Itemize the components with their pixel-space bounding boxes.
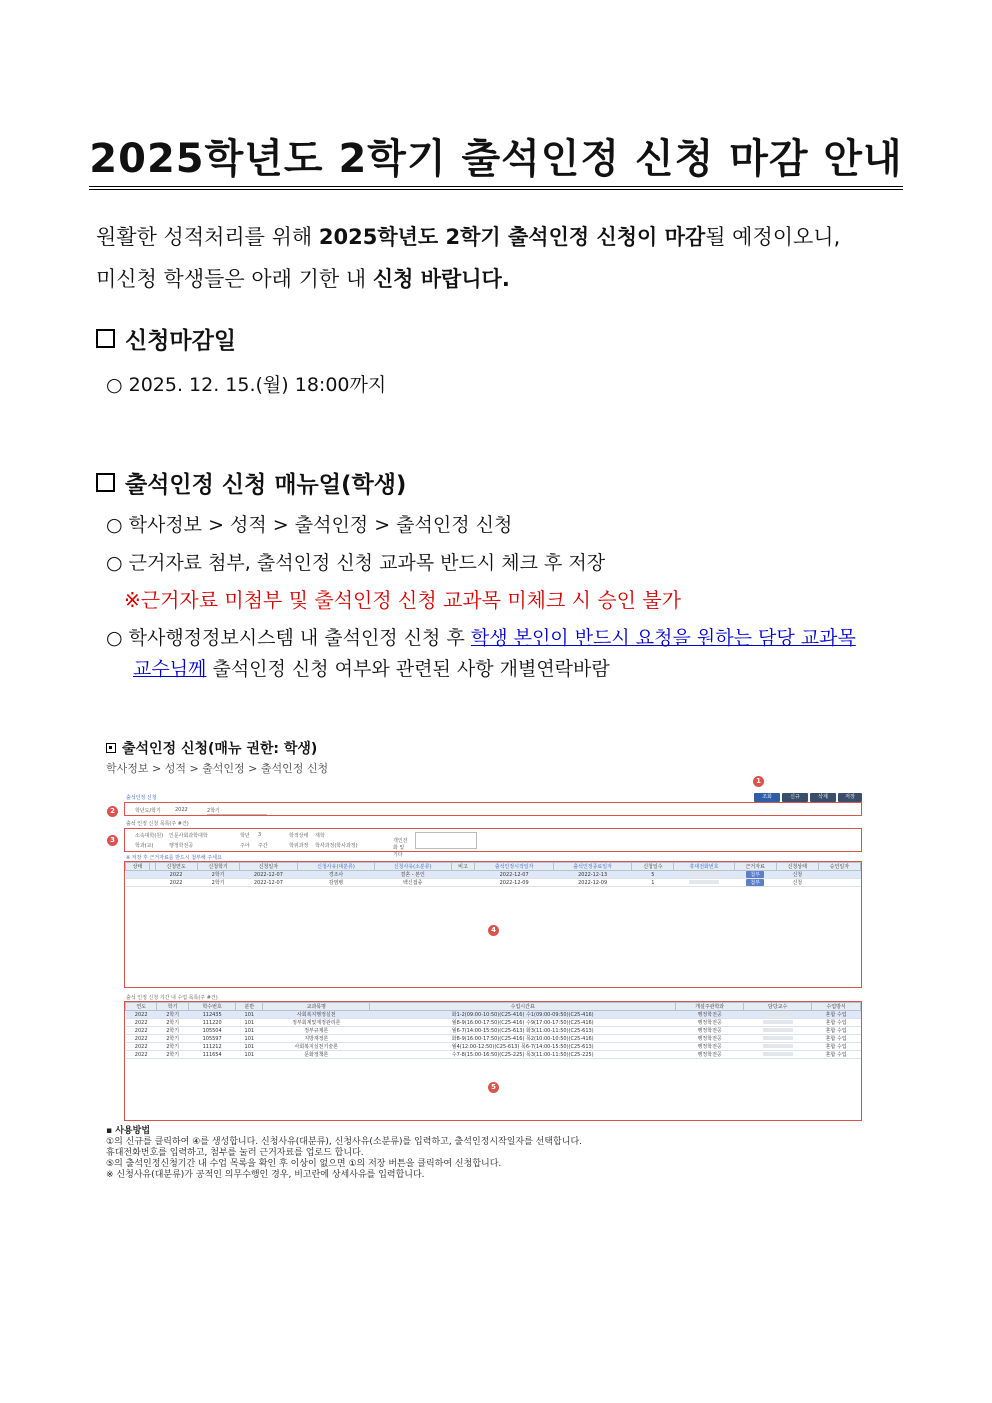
- apply-cell: 신청: [776, 871, 818, 879]
- square-bullet-icon: [106, 743, 116, 753]
- apply-header: 신청일수: [632, 863, 674, 871]
- apply-cell: 2022-12-07: [239, 879, 298, 887]
- apply-cell: 2022-12-07: [239, 871, 298, 879]
- class-cell: 111220: [188, 1019, 235, 1027]
- redacted-value: [763, 1052, 793, 1056]
- class-header: 수업시간표: [370, 1003, 676, 1011]
- class-cell: 111212: [188, 1043, 235, 1051]
- year-select[interactable]: 2022: [175, 807, 188, 813]
- apply-header: 비고: [451, 863, 475, 871]
- section-manual-heading: 출석인정 신청 매뉴얼(학생): [96, 466, 406, 499]
- apply-cell: 2022-12-13: [553, 871, 631, 879]
- class-cell: 행정학전공: [676, 1011, 744, 1019]
- apply-cell: [126, 879, 150, 887]
- class-cell: 혼합 수업: [812, 1051, 861, 1059]
- class-cell: 2022: [126, 1019, 157, 1027]
- apply-header: 근거자료: [734, 863, 776, 871]
- apply-header: 휴대전화번호: [674, 863, 734, 871]
- class-cell: 2학기: [157, 1043, 189, 1051]
- class-list-panel: [124, 1001, 862, 1121]
- manual-item-3-cont: 교수님께 출석인정 신청 여부와 관련된 사항 개별연락바람: [133, 658, 610, 680]
- class-cell: 2학기: [157, 1019, 189, 1027]
- attach-button[interactable]: 첨부: [746, 879, 764, 886]
- apply-cell: [674, 871, 734, 879]
- redacted-value: [763, 1036, 793, 1040]
- apply-cell: [734, 879, 776, 887]
- class-cell: 111654: [188, 1051, 235, 1059]
- class-row[interactable]: [126, 1035, 861, 1043]
- apply-cell: 신청: [776, 879, 818, 887]
- class-cell: 혼합 수업: [812, 1027, 861, 1035]
- class-cell: 정부회계및재정관리론: [263, 1019, 370, 1027]
- class-label: 출석 인정 신청 기간 내 수업 목록(주 #건): [126, 995, 218, 1001]
- manual-item-2: ○ 근거자료 첨부, 출석인정 신청 교과목 반드시 체크 후 저장: [106, 552, 606, 574]
- apply-cell: 2학기: [197, 879, 239, 887]
- screenshot-breadcrumb: 학사정보 > 성적 > 출석인정 > 출석인정 신청: [106, 762, 329, 775]
- apply-cell: [818, 871, 860, 879]
- class-header: 연도: [126, 1003, 157, 1011]
- class-cell: 사회복지행정실천: [263, 1011, 370, 1019]
- class-cell: 정부규제론: [263, 1027, 370, 1035]
- class-cell: 혼합 수업: [812, 1019, 861, 1027]
- class-cell: 행정학전공: [676, 1019, 744, 1027]
- class-cell: 혼합 수업: [812, 1043, 861, 1051]
- page-title: 2025학년도 2학기 출석인정 신청 마감 안내: [0, 134, 992, 190]
- class-cell: 월6-7(14:00-15:50)(C25-613) 화3(11:00-11:50)(C25-613): [370, 1027, 676, 1035]
- apply-header: 신청사유(대분류): [298, 863, 375, 871]
- class-cell: 105597: [188, 1035, 235, 1043]
- apply-cell: [451, 871, 475, 879]
- class-header: 담당교수: [744, 1003, 812, 1011]
- class-cell: 사회복지실천기술론: [263, 1043, 370, 1051]
- class-header: 교과목명: [263, 1003, 370, 1011]
- apply-header: 승인일자: [818, 863, 860, 871]
- class-cell: 행정학전공: [676, 1035, 744, 1043]
- apply-cell: [734, 871, 776, 879]
- class-row[interactable]: [126, 1027, 861, 1035]
- save-button[interactable]: 저장: [838, 793, 862, 802]
- class-row[interactable]: [126, 1019, 861, 1027]
- class-row[interactable]: [126, 1051, 861, 1059]
- manual-item-3: ○ 학사행정정보시스템 내 출석인정 신청 후 학생 본인이 반드시 요청을 원하는 담당 교과목: [106, 627, 856, 649]
- apply-cell: [818, 879, 860, 887]
- class-cell: 화8-9(16:00-17:50)(C25-416) 목2(10:00-10:50)(C25-416): [370, 1035, 676, 1043]
- redacted-value: [763, 1020, 793, 1024]
- class-cell: 혼합 수업: [812, 1011, 861, 1019]
- term-select[interactable]: 2학기: [207, 807, 267, 815]
- class-cell: [744, 1019, 812, 1027]
- manual-screenshot: [106, 734, 866, 1200]
- new-button[interactable]: 신규: [782, 793, 808, 802]
- phone-field[interactable]: [415, 832, 477, 849]
- usage-instructions: ▪ 사용방법 ①의 신규를 클릭하여 ④를 생성합니다. 신청사유(대분류), 신청사유(소분류)를 입력하고, 출석인정시작일자를 선택합니다. 휴대전화번호를 입력하고, 첨부를 눌러 근거자료를 업로드 합니다. ⑤의 출석인정신청기간 내 수업 목록을 확인 후 이상이 없으면 ①의 저장 버튼을 클릭하여 신청합니다. ※ 신청사유(대분류)가 공적인 의무수행인 경우, 비고란에 상세사유를 입력합니다.: [106, 1126, 582, 1180]
- panel-label: 출석인정 신청: [126, 795, 157, 801]
- apply-cell: 1: [632, 879, 674, 887]
- badge-5: 5: [488, 1082, 499, 1093]
- class-cell: [744, 1011, 812, 1019]
- class-cell: 행정학전공: [676, 1027, 744, 1035]
- class-table: [125, 1002, 861, 1059]
- apply-cell: 백신접종: [374, 879, 451, 887]
- class-cell: 2022: [126, 1011, 157, 1019]
- class-cell: 2022: [126, 1051, 157, 1059]
- apply-cell: 2022-12-09: [475, 879, 553, 887]
- apply-cell: 2022-12-07: [475, 871, 553, 879]
- filter-panel: 학년도/학기 2022 2학기: [124, 802, 862, 816]
- class-cell: 2학기: [157, 1011, 189, 1019]
- apply-cell: 2학기: [197, 871, 239, 879]
- apply-cell: 2022-12-09: [553, 879, 631, 887]
- class-cell: 월8-9(16:00-17:50)(C25-416) 수9(17:00-17:50)(C25-416): [370, 1019, 676, 1027]
- professor-contact-link[interactable]: 학생 본인이 반드시 요청을 원하는 담당 교과목: [470, 627, 856, 649]
- screenshot-title: 출석인정 신청(매뉴 권한: 학생): [106, 738, 317, 758]
- delete-button[interactable]: 삭제: [810, 793, 836, 802]
- class-header: 학기: [157, 1003, 189, 1011]
- apply-row[interactable]: [126, 879, 861, 887]
- badge-3: 3: [107, 835, 118, 846]
- student-info-panel: 소속대학(원) 인문사회과학대학 학년 3 학적상태 재학 학과(교) 행정학전공 주야 주간 학위과정 학사과정(학사과정) 개인전화 및 기타: [124, 828, 862, 852]
- apply-header: 출석인정시작일자: [475, 863, 553, 871]
- apply-cell: 2022: [155, 879, 197, 887]
- apply-header: 출석인정종료일자: [553, 863, 631, 871]
- professor-contact-link-2[interactable]: 교수님께: [133, 658, 207, 680]
- badge-4: 4: [488, 925, 499, 936]
- class-header: 분반: [236, 1003, 263, 1011]
- class-cell: 2학기: [157, 1027, 189, 1035]
- class-cell: 지방재정론: [263, 1035, 370, 1043]
- attach-button[interactable]: 첨부: [746, 871, 764, 878]
- checkbox-icon: [96, 473, 115, 492]
- redacted-value: [763, 1012, 793, 1016]
- class-cell: 101: [236, 1051, 263, 1059]
- apply-header: 신청사유(소분류): [374, 863, 451, 871]
- apply-cell: [451, 879, 475, 887]
- badge-2: 2: [107, 806, 118, 817]
- redacted-value: [763, 1028, 793, 1032]
- apply-cell: 감염병: [298, 879, 375, 887]
- class-header: 수업방식: [812, 1003, 861, 1011]
- class-cell: 101: [236, 1019, 263, 1027]
- apply-cell: 5: [632, 871, 674, 879]
- class-cell: [744, 1035, 812, 1043]
- checkbox-icon: [96, 329, 115, 348]
- class-cell: 문화정책론: [263, 1051, 370, 1059]
- class-cell: 혼합 수업: [812, 1035, 861, 1043]
- badge-1: 1: [753, 776, 764, 787]
- redacted-value: [689, 872, 719, 876]
- class-header: 학수번호: [188, 1003, 235, 1011]
- class-cell: 101: [236, 1011, 263, 1019]
- attach-warning: ※ 저장 후 근거자료를 반드시 첨부해 주세요: [126, 855, 222, 861]
- apply-header: 신청상태: [776, 863, 818, 871]
- class-cell: [744, 1027, 812, 1035]
- class-cell: 101: [236, 1035, 263, 1043]
- intro-paragraph: 원활한 성적처리를 위해 2025학년도 2학기 출석인정 신청이 마감될 예정이오니, 미신청 학생들은 아래 기한 내 신청 바랍니다.: [96, 225, 841, 291]
- class-cell: 101: [236, 1027, 263, 1035]
- search-button[interactable]: 조회: [754, 793, 780, 802]
- redacted-value: [763, 1044, 793, 1048]
- class-cell: [744, 1043, 812, 1051]
- class-row[interactable]: [126, 1043, 861, 1051]
- class-cell: 2022: [126, 1027, 157, 1035]
- class-cell: 행정학전공: [676, 1051, 744, 1059]
- class-cell: 행정학전공: [676, 1043, 744, 1051]
- apply-cell: [126, 871, 150, 879]
- class-cell: 101: [236, 1043, 263, 1051]
- class-cell: 112435: [188, 1011, 235, 1019]
- section-deadline-heading: 신청마감일: [96, 322, 236, 355]
- apply-header: 신청일자: [239, 863, 298, 871]
- class-row[interactable]: [126, 1011, 861, 1019]
- apply-list-panel: [124, 861, 862, 988]
- apply-header: 신청학기: [197, 863, 239, 871]
- class-cell: 수7-8(15:00-16:50)(C25-225) 목3(11:00-11:50)(C25-225): [370, 1051, 676, 1059]
- deadline-item: ○ 2025. 12. 15.(월) 18:00까지: [106, 374, 387, 396]
- class-cell: 2022: [126, 1043, 157, 1051]
- class-cell: [744, 1051, 812, 1059]
- apply-header: 신청연도: [155, 863, 197, 871]
- class-cell: 2학기: [157, 1051, 189, 1059]
- apply-cell: [674, 879, 734, 887]
- manual-item-1: ○ 학사정보 > 성적 > 출석인정 > 출석인정 신청: [106, 514, 513, 536]
- class-cell: 105504: [188, 1027, 235, 1035]
- apply-row[interactable]: [126, 871, 861, 879]
- class-cell: 월4(12:00-12:50)(C25-613) 목6-7(14:00-15:50)(C25-613): [370, 1043, 676, 1051]
- class-cell: 화1-2(09:00-10:50)(C25-416) 수1(09:00-09:50)(C25-416): [370, 1011, 676, 1019]
- manual-warning: ※근거자료 미첨부 및 출석인정 신청 교과목 미체크 시 승인 불가: [124, 588, 681, 612]
- info-label: 출석 인정 신청 목록(주 #건): [126, 821, 189, 827]
- apply-cell: 2022: [155, 871, 197, 879]
- apply-table: [125, 862, 861, 887]
- redacted-value: [689, 880, 719, 884]
- class-cell: 2022: [126, 1035, 157, 1043]
- apply-cell: 경조사: [298, 871, 375, 879]
- apply-cell: 결혼 - 본인: [374, 871, 451, 879]
- apply-header: 상태: [126, 863, 150, 871]
- class-cell: 2학기: [157, 1035, 189, 1043]
- class-header: 개설주관학과: [676, 1003, 744, 1011]
